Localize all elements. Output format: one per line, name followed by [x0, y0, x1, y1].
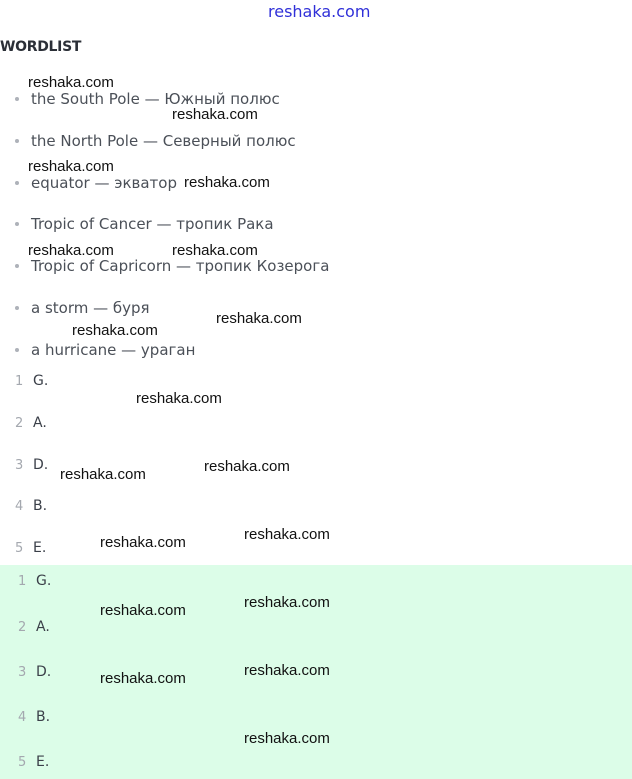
- highlighted-answer-row: [18, 709, 50, 729]
- wordlist-item-text: a storm — буря: [31, 299, 150, 317]
- bullet-icon: [15, 222, 19, 226]
- highlighted-answer-row: [18, 754, 49, 774]
- bullet-icon: [15, 139, 19, 143]
- answer-row: [15, 457, 48, 477]
- watermark: reshaka.com: [72, 322, 158, 339]
- watermark: reshaka.com: [136, 390, 222, 407]
- answer-number: 4: [15, 499, 24, 514]
- answer-number: 3: [18, 665, 27, 680]
- site-watermark-top: reshaka.com: [268, 2, 371, 21]
- wordlist-item: [15, 132, 296, 152]
- answer-number: 1: [15, 374, 24, 389]
- bullet-icon: [15, 306, 19, 310]
- highlighted-answer-row: [18, 573, 51, 593]
- wordlist-item: [15, 257, 329, 277]
- watermark: reshaka.com: [204, 458, 290, 475]
- highlighted-answer-row: [18, 619, 50, 639]
- bullet-icon: [15, 97, 19, 101]
- answer-value: G.: [33, 373, 49, 389]
- watermark: reshaka.com: [172, 106, 258, 123]
- answer-row: [15, 498, 47, 518]
- answer-row: [15, 415, 47, 435]
- answer-row: [15, 373, 48, 393]
- answer-value: B.: [36, 709, 51, 725]
- answer-number: 4: [18, 710, 27, 725]
- wordlist-item-text: equator — экватор: [31, 174, 177, 192]
- bullet-icon: [15, 348, 19, 352]
- answer-value: G.: [36, 573, 52, 589]
- highlighted-answer-row: [18, 664, 51, 684]
- wordlist-heading: WORDLIST: [0, 39, 82, 55]
- answer-number: 3: [15, 458, 24, 473]
- wordlist-item: [15, 215, 274, 235]
- watermark: reshaka.com: [184, 174, 270, 191]
- answer-number: 5: [18, 755, 27, 770]
- watermark: reshaka.com: [244, 526, 330, 543]
- bullet-icon: [15, 181, 19, 185]
- wordlist-item-text: the South Pole — Южный полюс: [31, 90, 280, 108]
- watermark: reshaka.com: [28, 74, 114, 91]
- watermark: reshaka.com: [100, 602, 186, 619]
- answer-value: E.: [36, 754, 50, 770]
- watermark: reshaka.com: [60, 466, 146, 483]
- wordlist-item: [15, 341, 195, 361]
- answer-number: 1: [18, 574, 27, 589]
- wordlist-item: [15, 299, 150, 319]
- wordlist-item-text: Tropic of Capricorn — тропик Козерога: [31, 257, 330, 275]
- watermark: reshaka.com: [216, 310, 302, 327]
- watermark: reshaka.com: [244, 662, 330, 679]
- answer-number: 5: [15, 541, 24, 556]
- wordlist-item-text: the North Pole — Северный полюс: [31, 132, 296, 150]
- wordlist-item-text: Tropic of Cancer — тропик Рака: [31, 215, 274, 233]
- answer-value: B.: [33, 498, 48, 514]
- answer-value: D.: [33, 457, 49, 473]
- watermark: reshaka.com: [100, 670, 186, 687]
- answer-value: D.: [36, 664, 52, 680]
- wordlist-item-text: a hurricane — ураган: [31, 341, 196, 359]
- answer-value: A.: [36, 619, 50, 635]
- answer-value: A.: [33, 415, 47, 431]
- watermark: reshaka.com: [244, 730, 330, 747]
- bullet-icon: [15, 264, 19, 268]
- answer-number: 2: [18, 620, 27, 635]
- watermark: reshaka.com: [172, 242, 258, 259]
- answer-row: [15, 540, 46, 560]
- answer-value: E.: [33, 540, 47, 556]
- watermark: reshaka.com: [100, 534, 186, 551]
- watermark: reshaka.com: [28, 242, 114, 259]
- answer-number: 2: [15, 416, 24, 431]
- watermark: reshaka.com: [244, 594, 330, 611]
- watermark: reshaka.com: [28, 158, 114, 175]
- wordlist-item: [15, 174, 177, 194]
